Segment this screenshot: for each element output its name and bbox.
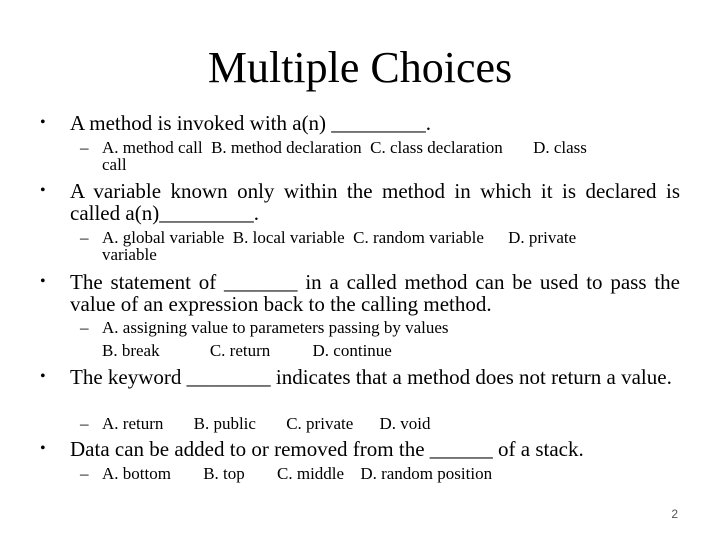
dash-icon: – (80, 414, 89, 433)
q2-option-a: A. global variable (102, 228, 225, 247)
q2-option-b: B. local variable (232, 228, 345, 247)
question-3 (40, 271, 680, 315)
q4-option-c: C. private (286, 414, 354, 433)
q5-option-a: A. bottom (102, 464, 171, 483)
question-4-options (80, 415, 680, 432)
q1-option-b: B. method declaration (211, 138, 362, 157)
bullet-icon: • (40, 440, 46, 457)
question-3-prompt: The statement of _______ in a called method can be used to pass the value of an expression back to the calling method. (70, 270, 680, 316)
q4-option-a: A. return (102, 414, 164, 433)
dash-icon: – (80, 228, 89, 247)
q5-option-b: B. top (203, 464, 245, 483)
bullet-icon: • (40, 114, 46, 131)
bullet-icon: • (40, 182, 46, 199)
question-1-options (80, 139, 680, 173)
bullet-icon: • (40, 273, 46, 290)
slide-title: Multiple Choices (207, 43, 513, 92)
question-4 (40, 366, 680, 388)
q3-option-b: B. break (102, 341, 160, 360)
q5-option-d: D. random position (360, 464, 493, 483)
q1-option-a: A. method call (102, 138, 203, 157)
page-number: 2 (671, 507, 678, 521)
q4-option-b: B. public (193, 414, 256, 433)
question-2-prompt: A variable known only within the method in which it is declared is called a(n)_________. (70, 179, 680, 225)
question-3-options (80, 319, 680, 362)
q2-option-d-part1: D. private (508, 228, 577, 247)
question-5-prompt: Data can be added to or removed from the ______ of a stack. (70, 437, 584, 461)
dash-icon: – (80, 138, 89, 157)
q1-option-d-part1: D. class (533, 138, 587, 157)
q3-option-a: A. assigning value to parameters passing by values (102, 318, 449, 337)
bullet-icon: • (40, 368, 46, 385)
q3-option-c: C. return (209, 341, 271, 360)
question-1-prompt: A method is invoked with a(n) _________. (70, 111, 432, 135)
dash-icon: – (80, 318, 89, 337)
q1-option-d-part2: call (102, 155, 127, 174)
question-5-options (80, 465, 680, 482)
dash-icon: – (80, 464, 89, 483)
q1-option-c: C. class declaration (370, 138, 503, 157)
q3-option-d: D. continue (312, 341, 392, 360)
question-4-prompt: The keyword ________ indicates that a method does not return a value. (70, 365, 672, 389)
q5-option-c: C. middle (277, 464, 345, 483)
question-2-options (80, 229, 680, 263)
question-1 (40, 112, 680, 134)
q2-option-c: C. random variable (353, 228, 484, 247)
q2-option-d-part2: variable (102, 245, 157, 264)
question-2 (40, 180, 680, 224)
question-5 (40, 438, 680, 460)
q4-option-d: D. void (379, 414, 431, 433)
